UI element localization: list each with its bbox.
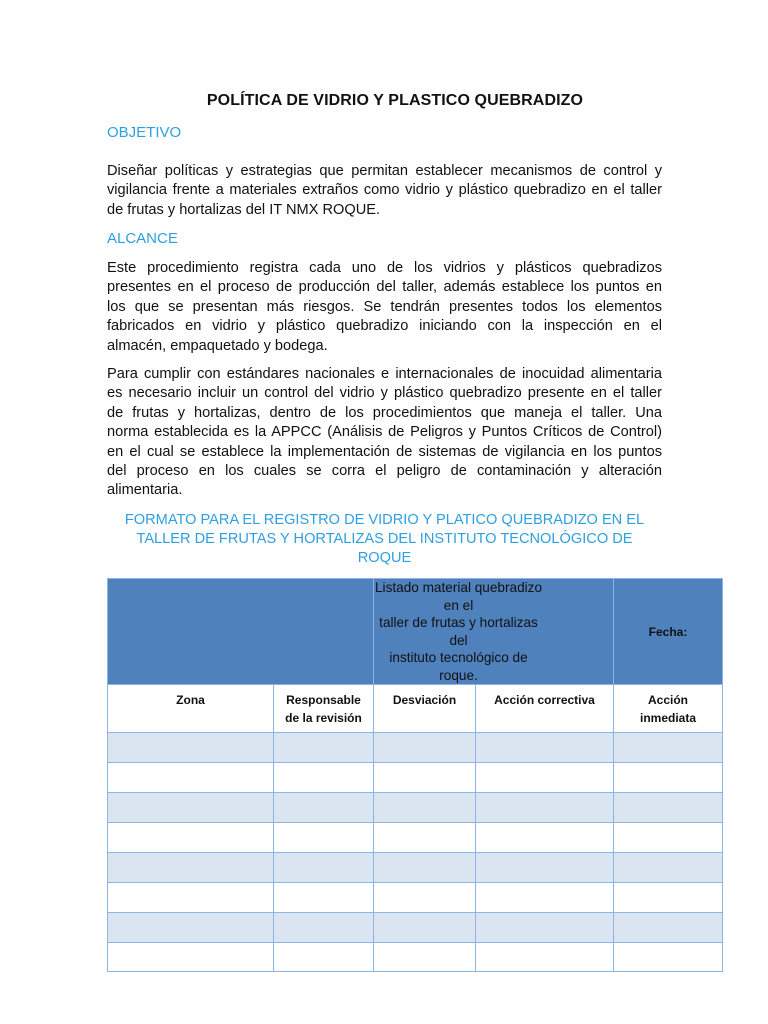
cell-desviacion[interactable] bbox=[374, 733, 476, 763]
table-row bbox=[108, 913, 723, 943]
col-accion-inmediata bbox=[614, 685, 723, 733]
alcance-line: almacén, empaquetado y bodega. bbox=[107, 337, 328, 354]
col-responsable-line: de la revisión bbox=[285, 711, 362, 725]
col-zona-label: Zona bbox=[176, 693, 205, 707]
cell-zona[interactable] bbox=[108, 823, 274, 853]
cell-accion-correctiva[interactable] bbox=[476, 733, 614, 763]
col-accion-correctiva bbox=[476, 685, 614, 733]
alcance-paragraph-2 bbox=[107, 365, 662, 501]
alcance-line: norma establecida es la APPCC (Análisis de Peligros y Puntos Críticos de Control) bbox=[107, 424, 662, 441]
cell-desviacion[interactable] bbox=[374, 793, 476, 823]
cell-desviacion[interactable] bbox=[374, 913, 476, 943]
alcance-line: los que se presentan más riesgos. Se tendrán presentes todos los elementos bbox=[107, 298, 662, 315]
table-row bbox=[108, 943, 723, 972]
cell-accion-correctiva[interactable] bbox=[476, 793, 614, 823]
alcance-line: alimentaria. bbox=[107, 482, 183, 499]
alcance-line: Este procedimiento registra cada uno de los vidrios y plásticos quebradizos bbox=[107, 260, 662, 276]
cell-responsable[interactable] bbox=[274, 763, 374, 793]
header-blank bbox=[108, 579, 374, 685]
col-accion-inmediata-line: Acción bbox=[648, 693, 689, 707]
alcance-line: es necesario incluir un control del vidrio y plástico quebradizo presente en el taller bbox=[107, 385, 662, 402]
format-title-line: TALLER DE FRUTAS Y HORTALIZAS DEL INSTITUTO TECNOLÓGICO DE bbox=[136, 531, 633, 547]
header-listado bbox=[374, 579, 614, 685]
cell-accion-inmediata[interactable] bbox=[614, 793, 723, 823]
document-title: POLÍTICA DE VIDRIO Y PLASTICO QUEBRADIZO bbox=[206, 92, 584, 109]
cell-zona[interactable] bbox=[108, 853, 274, 883]
cell-accion-inmediata[interactable] bbox=[614, 733, 723, 763]
cell-zona[interactable] bbox=[108, 913, 274, 943]
alcance-line: fabricados en vidrio y plástico quebradizo iniciando con la inspección en el bbox=[107, 318, 662, 335]
heading-alcance: ALCANCE bbox=[107, 230, 178, 247]
alcance-line: presentes en el proceso de producción del taller, además establece los puntos en bbox=[107, 279, 662, 296]
cell-responsable[interactable] bbox=[274, 823, 374, 853]
cell-responsable[interactable] bbox=[274, 793, 374, 823]
cell-accion-inmediata[interactable] bbox=[614, 823, 723, 853]
cell-accion-correctiva[interactable] bbox=[476, 943, 614, 972]
col-accion-correctiva-label: Acción correctiva bbox=[494, 693, 595, 707]
cell-responsable[interactable] bbox=[274, 733, 374, 763]
objetivo-line: Diseñar políticas y estrategias que permitan establecer mecanismos de control y bbox=[107, 163, 662, 179]
cell-accion-correctiva[interactable] bbox=[476, 763, 614, 793]
col-responsable-line: Responsable bbox=[286, 693, 361, 707]
col-responsable bbox=[274, 685, 374, 733]
cell-zona[interactable] bbox=[108, 763, 274, 793]
cell-desviacion[interactable] bbox=[374, 883, 476, 913]
cell-responsable[interactable] bbox=[274, 913, 374, 943]
cell-responsable[interactable] bbox=[274, 943, 374, 972]
heading-objetivo: OBJETIVO bbox=[107, 124, 182, 141]
header-fecha: Fecha: bbox=[614, 579, 723, 685]
cell-desviacion[interactable] bbox=[374, 823, 476, 853]
format-title-line: FORMATO PARA EL REGISTRO DE VIDRIO Y PLATICO QUEBRADIZO EN EL bbox=[124, 512, 645, 528]
cell-zona[interactable] bbox=[108, 793, 274, 823]
col-zona bbox=[108, 685, 274, 733]
alcance-line: en el cual se establece la implementación de sistemas de vigilancia en los puntos bbox=[107, 443, 662, 460]
alcance-line: de frutas y hortalizas, dentro de los procedimientos que maneja el taller. Una bbox=[107, 404, 662, 421]
objetivo-line: de frutas y hortalizas del IT NMX ROQUE. bbox=[107, 201, 381, 218]
alcance-line: Para cumplir con estándares nacionales e internacionales de inocuidad alimentaria bbox=[107, 366, 662, 382]
cell-responsable[interactable] bbox=[274, 883, 374, 913]
table-row bbox=[108, 793, 723, 823]
cell-accion-correctiva[interactable] bbox=[476, 823, 614, 853]
format-title bbox=[107, 511, 662, 568]
table-row bbox=[108, 763, 723, 793]
cell-accion-inmediata[interactable] bbox=[614, 943, 723, 972]
format-title-line: ROQUE bbox=[357, 550, 412, 566]
col-desviacion bbox=[374, 685, 476, 733]
table-row bbox=[108, 853, 723, 883]
cell-accion-correctiva[interactable] bbox=[476, 913, 614, 943]
cell-accion-inmediata[interactable] bbox=[614, 883, 723, 913]
alcance-paragraph-1 bbox=[107, 259, 662, 356]
col-accion-inmediata-line: inmediata bbox=[640, 711, 697, 725]
header-listado-line: Listado material quebradizo en el bbox=[375, 580, 543, 613]
cell-desviacion[interactable] bbox=[374, 853, 476, 883]
cell-responsable[interactable] bbox=[274, 853, 374, 883]
table-row bbox=[108, 883, 723, 913]
cell-zona[interactable] bbox=[108, 943, 274, 972]
registro-table bbox=[107, 578, 723, 972]
col-desviacion-label: Desviación bbox=[392, 693, 457, 707]
cell-desviacion[interactable] bbox=[374, 763, 476, 793]
alcance-line: del proceso en los cuales se corra el peligro de contaminación y alteración bbox=[107, 463, 662, 480]
cell-accion-correctiva[interactable] bbox=[476, 883, 614, 913]
objetivo-line: vigilancia frente a materiales extraños como vidrio y plástico quebradizo en el taller bbox=[107, 182, 662, 199]
header-listado-line: instituto tecnológico de roque. bbox=[389, 650, 528, 683]
cell-accion-inmediata[interactable] bbox=[614, 913, 723, 943]
table-row bbox=[108, 733, 723, 763]
cell-desviacion[interactable] bbox=[374, 943, 476, 972]
header-listado-line: taller de frutas y hortalizas del bbox=[379, 615, 538, 648]
cell-zona[interactable] bbox=[108, 883, 274, 913]
cell-zona[interactable] bbox=[108, 733, 274, 763]
cell-accion-inmediata[interactable] bbox=[614, 763, 723, 793]
objetivo-paragraph bbox=[107, 162, 662, 220]
table-row bbox=[108, 823, 723, 853]
cell-accion-inmediata[interactable] bbox=[614, 853, 723, 883]
cell-accion-correctiva[interactable] bbox=[476, 853, 614, 883]
